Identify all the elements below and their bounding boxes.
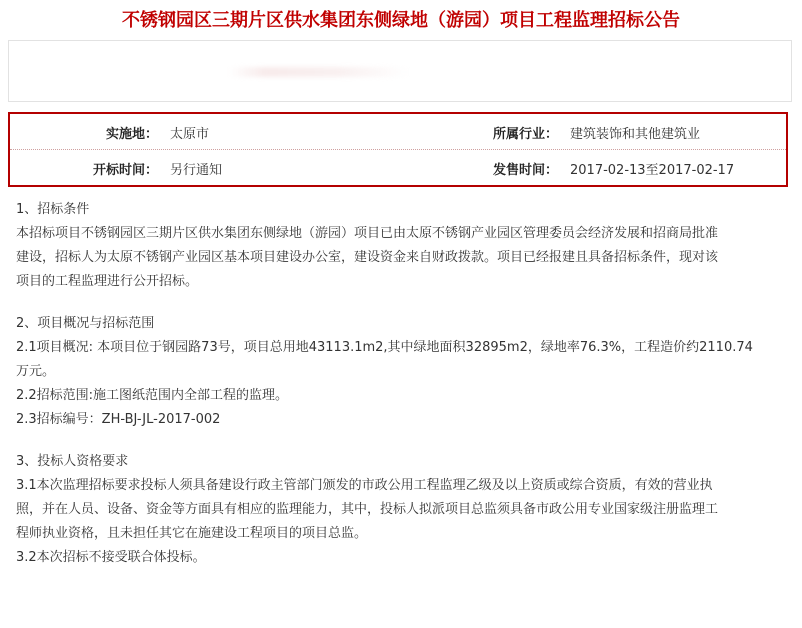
paragraph-line: 程师执业资格，且未担任其它在施建设工程项目的项目总监。 xyxy=(16,526,368,541)
announcement-body xyxy=(16,198,788,570)
faded-banner-text xyxy=(229,67,409,77)
paragraph-line: 本招标项目不锈钢园区三期片区供水集团东侧绿地（游园）项目已由太原不锈钢产业园区管理委员会经济发展和招商局批准 xyxy=(16,226,719,241)
paragraph-line: 照，并在人员、设备、资金等方面具有相应的监理能力，其中，投标人拟派项目总监须具备市政公用专业国家级注册监理工 xyxy=(16,502,719,517)
paragraph-line: 3.2本次招标不接受联合体投标。 xyxy=(16,550,206,565)
industry-label: 所属行业： xyxy=(492,127,558,142)
bid-open-label: 开标时间： xyxy=(92,163,158,178)
paragraph-line: 2.2招标范围:施工图纸范围内全部工程的监理。 xyxy=(16,388,289,403)
industry-value: 建筑装饰和其他建筑业 xyxy=(570,127,701,142)
paragraph-line: 2.3招标编号：ZH-BJ-JL-2017-002 xyxy=(16,412,221,427)
info-row xyxy=(10,150,786,185)
paragraph-line: 项目的工程监理进行公开招标。 xyxy=(16,274,199,289)
section-heading: 3、投标人资格要求 xyxy=(16,454,129,469)
paragraph-line: 2.1项目概况: 本项目位于钢园路73号，项目总用地43113.1m2,其中绿地面积32895m2，绿地率76.3%，工程造价约2110.74 xyxy=(16,340,753,355)
info-row xyxy=(10,114,786,150)
page-title: 不锈钢园区三期片区供水集团东侧绿地（游园）项目工程监理招标公告 xyxy=(122,10,680,31)
section-heading: 1、招标条件 xyxy=(16,202,90,217)
paragraph-line: 3.1本次监理招标要求投标人须具备建设行政主管部门颁发的市政公用工程监理乙级及以上资质或综合资质，有效的营业执 xyxy=(16,478,713,493)
bid-open-value: 另行通知 xyxy=(170,163,223,178)
location-label: 实施地： xyxy=(105,127,158,142)
paragraph-line: 建设，招标人为太原不锈钢产业园区基本项目建设办公室，建设资金来自财政拨款。项目已经报建且具备招标条件，现对该 xyxy=(16,250,719,265)
paragraph-line: 万元。 xyxy=(16,364,56,379)
banner-area xyxy=(8,40,792,102)
publish-label: 发售时间： xyxy=(492,163,558,178)
section-heading: 2、项目概况与招标范围 xyxy=(16,316,155,331)
location-value: 太原市 xyxy=(170,127,210,142)
info-table xyxy=(8,112,788,187)
publish-value: 2017-02-13至2017-02-17 xyxy=(570,163,735,178)
